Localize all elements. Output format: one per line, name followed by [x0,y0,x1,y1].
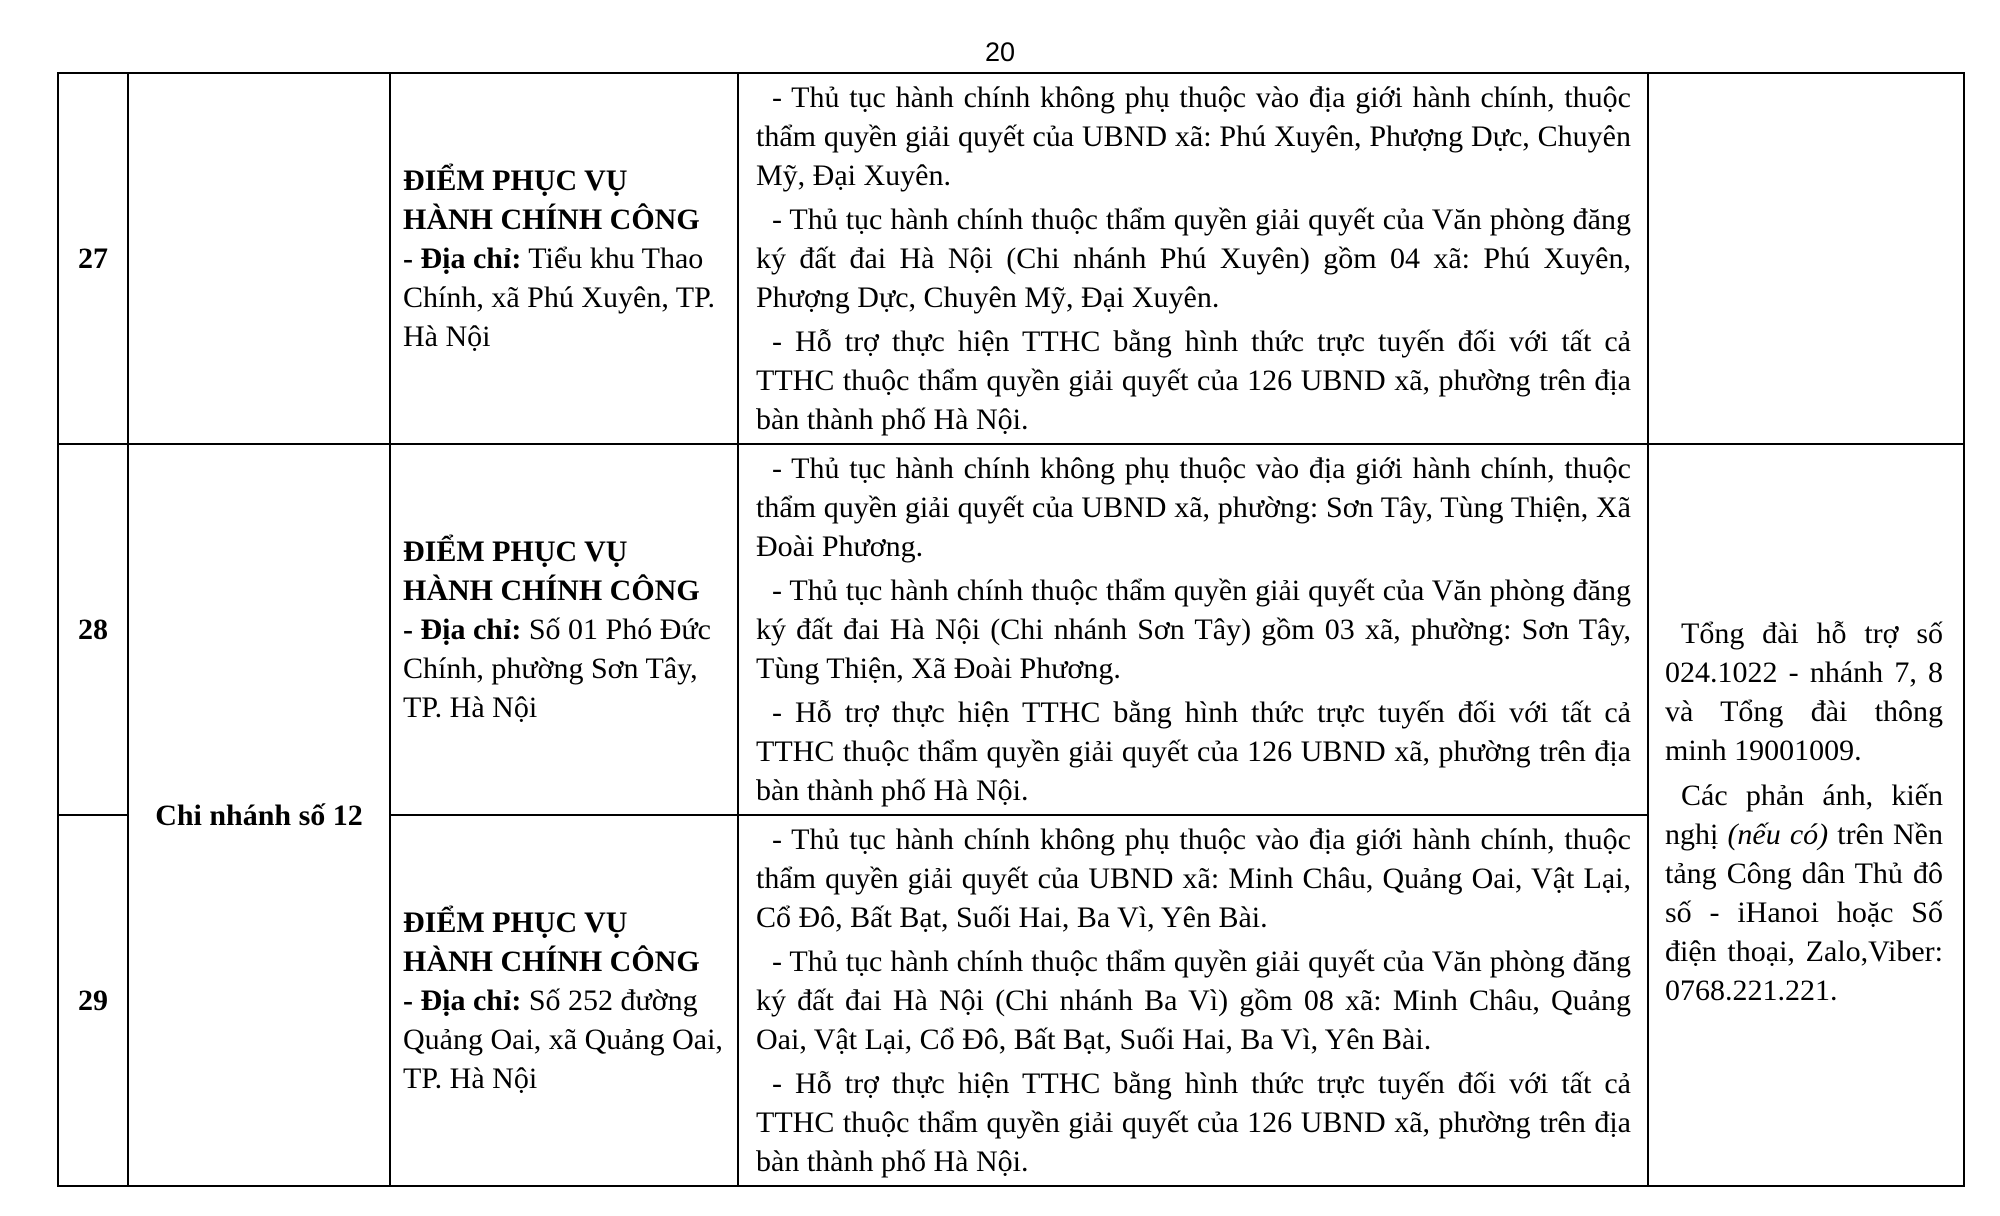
scope-item: - Hỗ trợ thực hiện TTHC bằng hình thức trực tuyến đối với tất cả TTHC thuộc thẩm quyền giải quyết của 126 UBND xã, phường trên địa bàn thành phố Hà Nội. [756,325,1631,436]
service-point-title: HÀNH CHÍNH CÔNG [403,203,700,236]
support-cell-empty [1648,73,1964,444]
page-number: 20 [984,37,1016,67]
row-number: 29 [58,815,128,1186]
address-label: - Địa chỉ: [403,242,522,275]
address-value: Tiểu khu Thao Chính, xã Phú Xuyên, TP. Hà Nội [403,242,715,353]
support-contact-cell [1648,444,1964,1186]
scope-item: - Thủ tục hành chính thuộc thẩm quyền giải quyết của Văn phòng đăng ký đất đai Hà Nội (Chi nhánh Phú Xuyên) gồm 04 xã: Phú Xuyên, Phượng Dực, Chuyên Mỹ, Đại Xuyên. [756,203,1631,314]
scope-item: - Thủ tục hành chính không phụ thuộc vào địa giới hành chính, thuộc thẩm quyền giải quyết của UBND xã: Minh Châu, Quảng Oai, Vật Lại, Cổ Đô, Bất Bạt, Suối Hai, Ba Vì, Yên Bài. [756,823,1631,934]
scope-cell [738,444,1648,815]
service-point-cell [390,815,738,1186]
table-row [58,73,1964,444]
branch-name: Chi nhánh số 12 [128,444,390,1186]
service-point-title: ĐIỂM PHỤC VỤ [403,164,628,197]
service-points-table [57,72,1965,1187]
row-number: 28 [58,444,128,815]
scope-item: - Thủ tục hành chính thuộc thẩm quyền giải quyết của Văn phòng đăng ký đất đai Hà Nội (Chi nhánh Ba Vì) gồm 08 xã: Minh Châu, Quảng Oai, Vật Lại, Cổ Đô, Bất Bạt, Suối Hai, Ba Vì, Yên Bài. [756,945,1631,1056]
scope-cell [738,815,1648,1186]
scope-cell [738,73,1648,444]
branch-cell-empty [128,73,390,444]
address-label: - Địa chỉ: [403,984,522,1017]
feedback-text-part: Các phản ánh, kiến nghị [1665,779,1943,851]
scope-item: - Hỗ trợ thực hiện TTHC bằng hình thức trực tuyến đối với tất cả TTHC thuộc thẩm quyền giải quyết của 126 UBND xã, phường trên địa bàn thành phố Hà Nội. [756,1067,1631,1178]
feedback-note: (nếu có) [1727,818,1829,851]
service-point-title: HÀNH CHÍNH CÔNG [403,945,700,978]
service-point-title: ĐIỂM PHỤC VỤ [403,906,628,939]
service-point-cell [390,444,738,815]
address-value: Số 252 đường Quảng Oai, xã Quảng Oai, TP. Hà Nội [403,984,723,1095]
address-value: Số 01 Phó Đức Chính, phường Sơn Tây, TP. Hà Nội [403,613,711,724]
row-number: 27 [58,73,128,444]
scope-item: - Thủ tục hành chính thuộc thẩm quyền giải quyết của Văn phòng đăng ký đất đai Hà Nội (Chi nhánh Sơn Tây) gồm 03 xã, phường: Sơn Tây, Tùng Thiện, Xã Đoài Phương. [756,574,1631,685]
service-point-title: ĐIỂM PHỤC VỤ [403,535,628,568]
feedback-text-part: trên Nền tảng Công dân Thủ đô số - iHanoi hoặc Số điện thoại, Zalo,Viber: 0768.221.221. [1665,818,1943,1007]
scope-item: - Hỗ trợ thực hiện TTHC bằng hình thức trực tuyến đối với tất cả TTHC thuộc thẩm quyền giải quyết của 126 UBND xã, phường trên địa bàn thành phố Hà Nội. [756,696,1631,807]
service-point-title: HÀNH CHÍNH CÔNG [403,574,700,607]
table-row [58,444,1964,815]
hotline-text: Tổng đài hỗ trợ số 024.1022 - nhánh 7, 8 và Tổng đài thông minh 19001009. [1665,617,1943,767]
scope-item: - Thủ tục hành chính không phụ thuộc vào địa giới hành chính, thuộc thẩm quyền giải quyết của UBND xã: Phú Xuyên, Phượng Dực, Chuyên Mỹ, Đại Xuyên. [756,81,1631,192]
address-label: - Địa chỉ: [403,613,522,646]
feedback-text [1665,776,1943,1010]
scope-item: - Thủ tục hành chính không phụ thuộc vào địa giới hành chính, thuộc thẩm quyền giải quyết của UBND xã, phường: Sơn Tây, Tùng Thiện, Xã Đoài Phương. [756,452,1631,563]
service-point-cell [390,73,738,444]
